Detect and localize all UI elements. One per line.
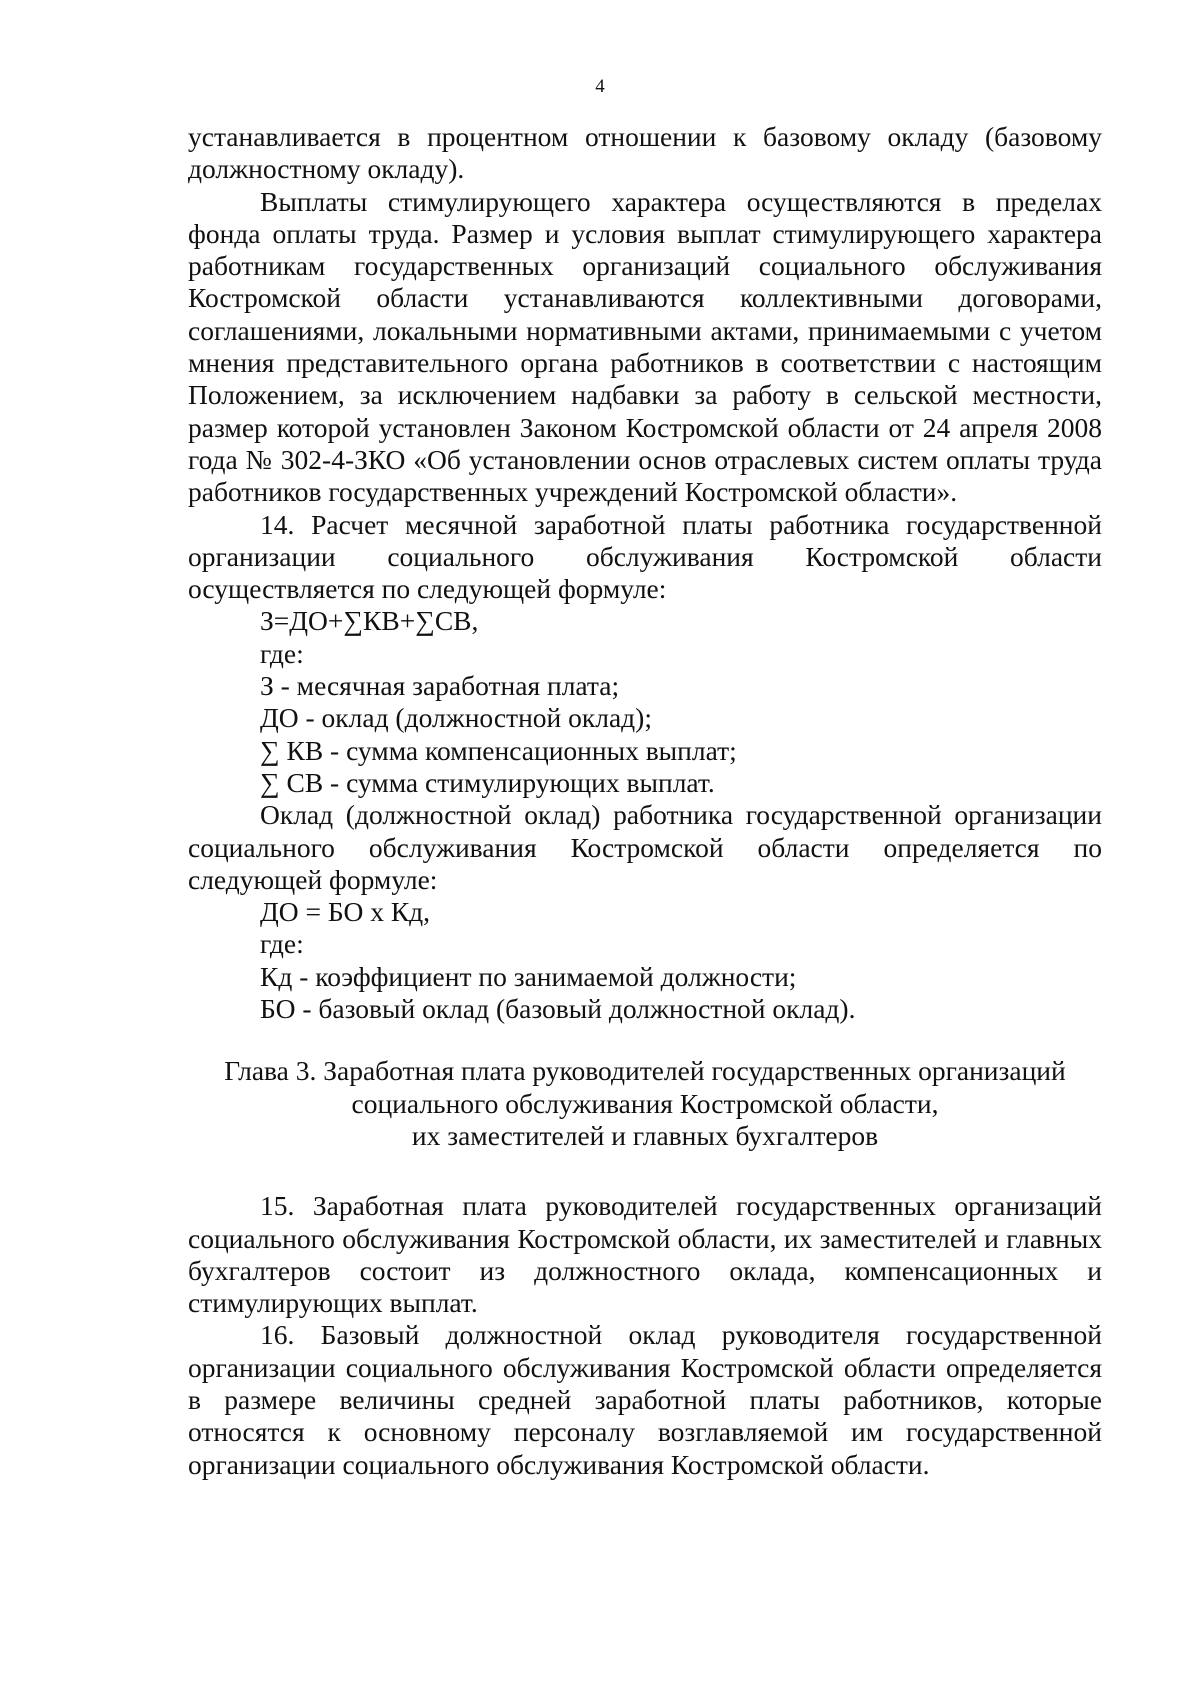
- paragraph-16: 16. Базовый должностной оклад руководителя государственной организации социального обслуживания Костромской области определяется в размере величины средней заработной платы работников, которые относятся к основному персоналу возглавляемой им государственной организации социального обслуживания Костромской области.: [188, 1319, 1102, 1480]
- definition-kv: ∑ КВ - сумма компенсационных выплат;: [260, 734, 737, 766]
- formula-where-label: где:: [260, 637, 304, 669]
- formula-monthly-salary: З=ДО+∑КВ+∑СВ,: [260, 605, 479, 637]
- formula-where-label-2: где:: [260, 928, 304, 960]
- paragraph-15: 15. Заработная плата руководителей государственных организаций социального обслуживания Костромской области, их заместителей и главных бухгалтеров состоит из должностного оклада, компенсационных и стимулирующих выплат.: [188, 1190, 1102, 1319]
- definition-kd: Кд - коэффициент по занимаемой должности;: [260, 960, 797, 992]
- page-number: 4: [595, 76, 605, 97]
- paragraph-14: 14. Расчет месячной заработной платы работника государственной организации социального обслуживания Костромской области осуществляется по следующей формуле:: [188, 508, 1102, 605]
- chapter-heading-line: Глава 3. Заработная плата руководителей государственных организаций: [224, 1055, 1066, 1087]
- formula-oklad: ДО = БО х Кд,: [260, 896, 431, 928]
- chapter-heading-line: социального обслуживания Костромской области,: [351, 1087, 939, 1119]
- definition-bo: БО - базовый оклад (базовый должностной оклад).: [260, 993, 856, 1025]
- chapter-heading-line: их заместителей и главных бухгалтеров: [411, 1119, 879, 1151]
- definition-do: ДО - оклад (должностной оклад);: [260, 702, 652, 734]
- paragraph-continuation: устанавливается в процентном отношении к базовому окладу (базовому должностному окладу).: [188, 121, 1102, 185]
- document-body: [188, 121, 1102, 1481]
- definition-sv: ∑ СВ - сумма стимулирующих выплат.: [260, 766, 715, 798]
- definition-z: З - месячная заработная плата;: [260, 670, 620, 702]
- chapter-heading: [188, 1055, 1102, 1152]
- paragraph-oklad: Оклад (должностной оклад) работника государственной организации социального обслуживания Костромской области определяется по следующей формуле:: [188, 799, 1102, 895]
- paragraph-incentive-payments: Выплаты стимулирующего характера осуществляются в пределах фонда оплаты труда. Размер и условия выплат стимулирующего характера работникам государственных организаций социального обслуживания Костромской области устанавливаются коллективными договорами, соглашениями, локальными нормативными актами, принимаемыми с учетом мнения представительного органа работников в соответствии с настоящим Положением, за исключением надбавки за работу в сельской местности, размер которой установлен Законом Костромской области от 24 апреля 2008 года № 302-4-ЗКО «Об установлении основ отраслевых систем оплаты труда работников государственных учреждений Костромской области».: [188, 185, 1102, 508]
